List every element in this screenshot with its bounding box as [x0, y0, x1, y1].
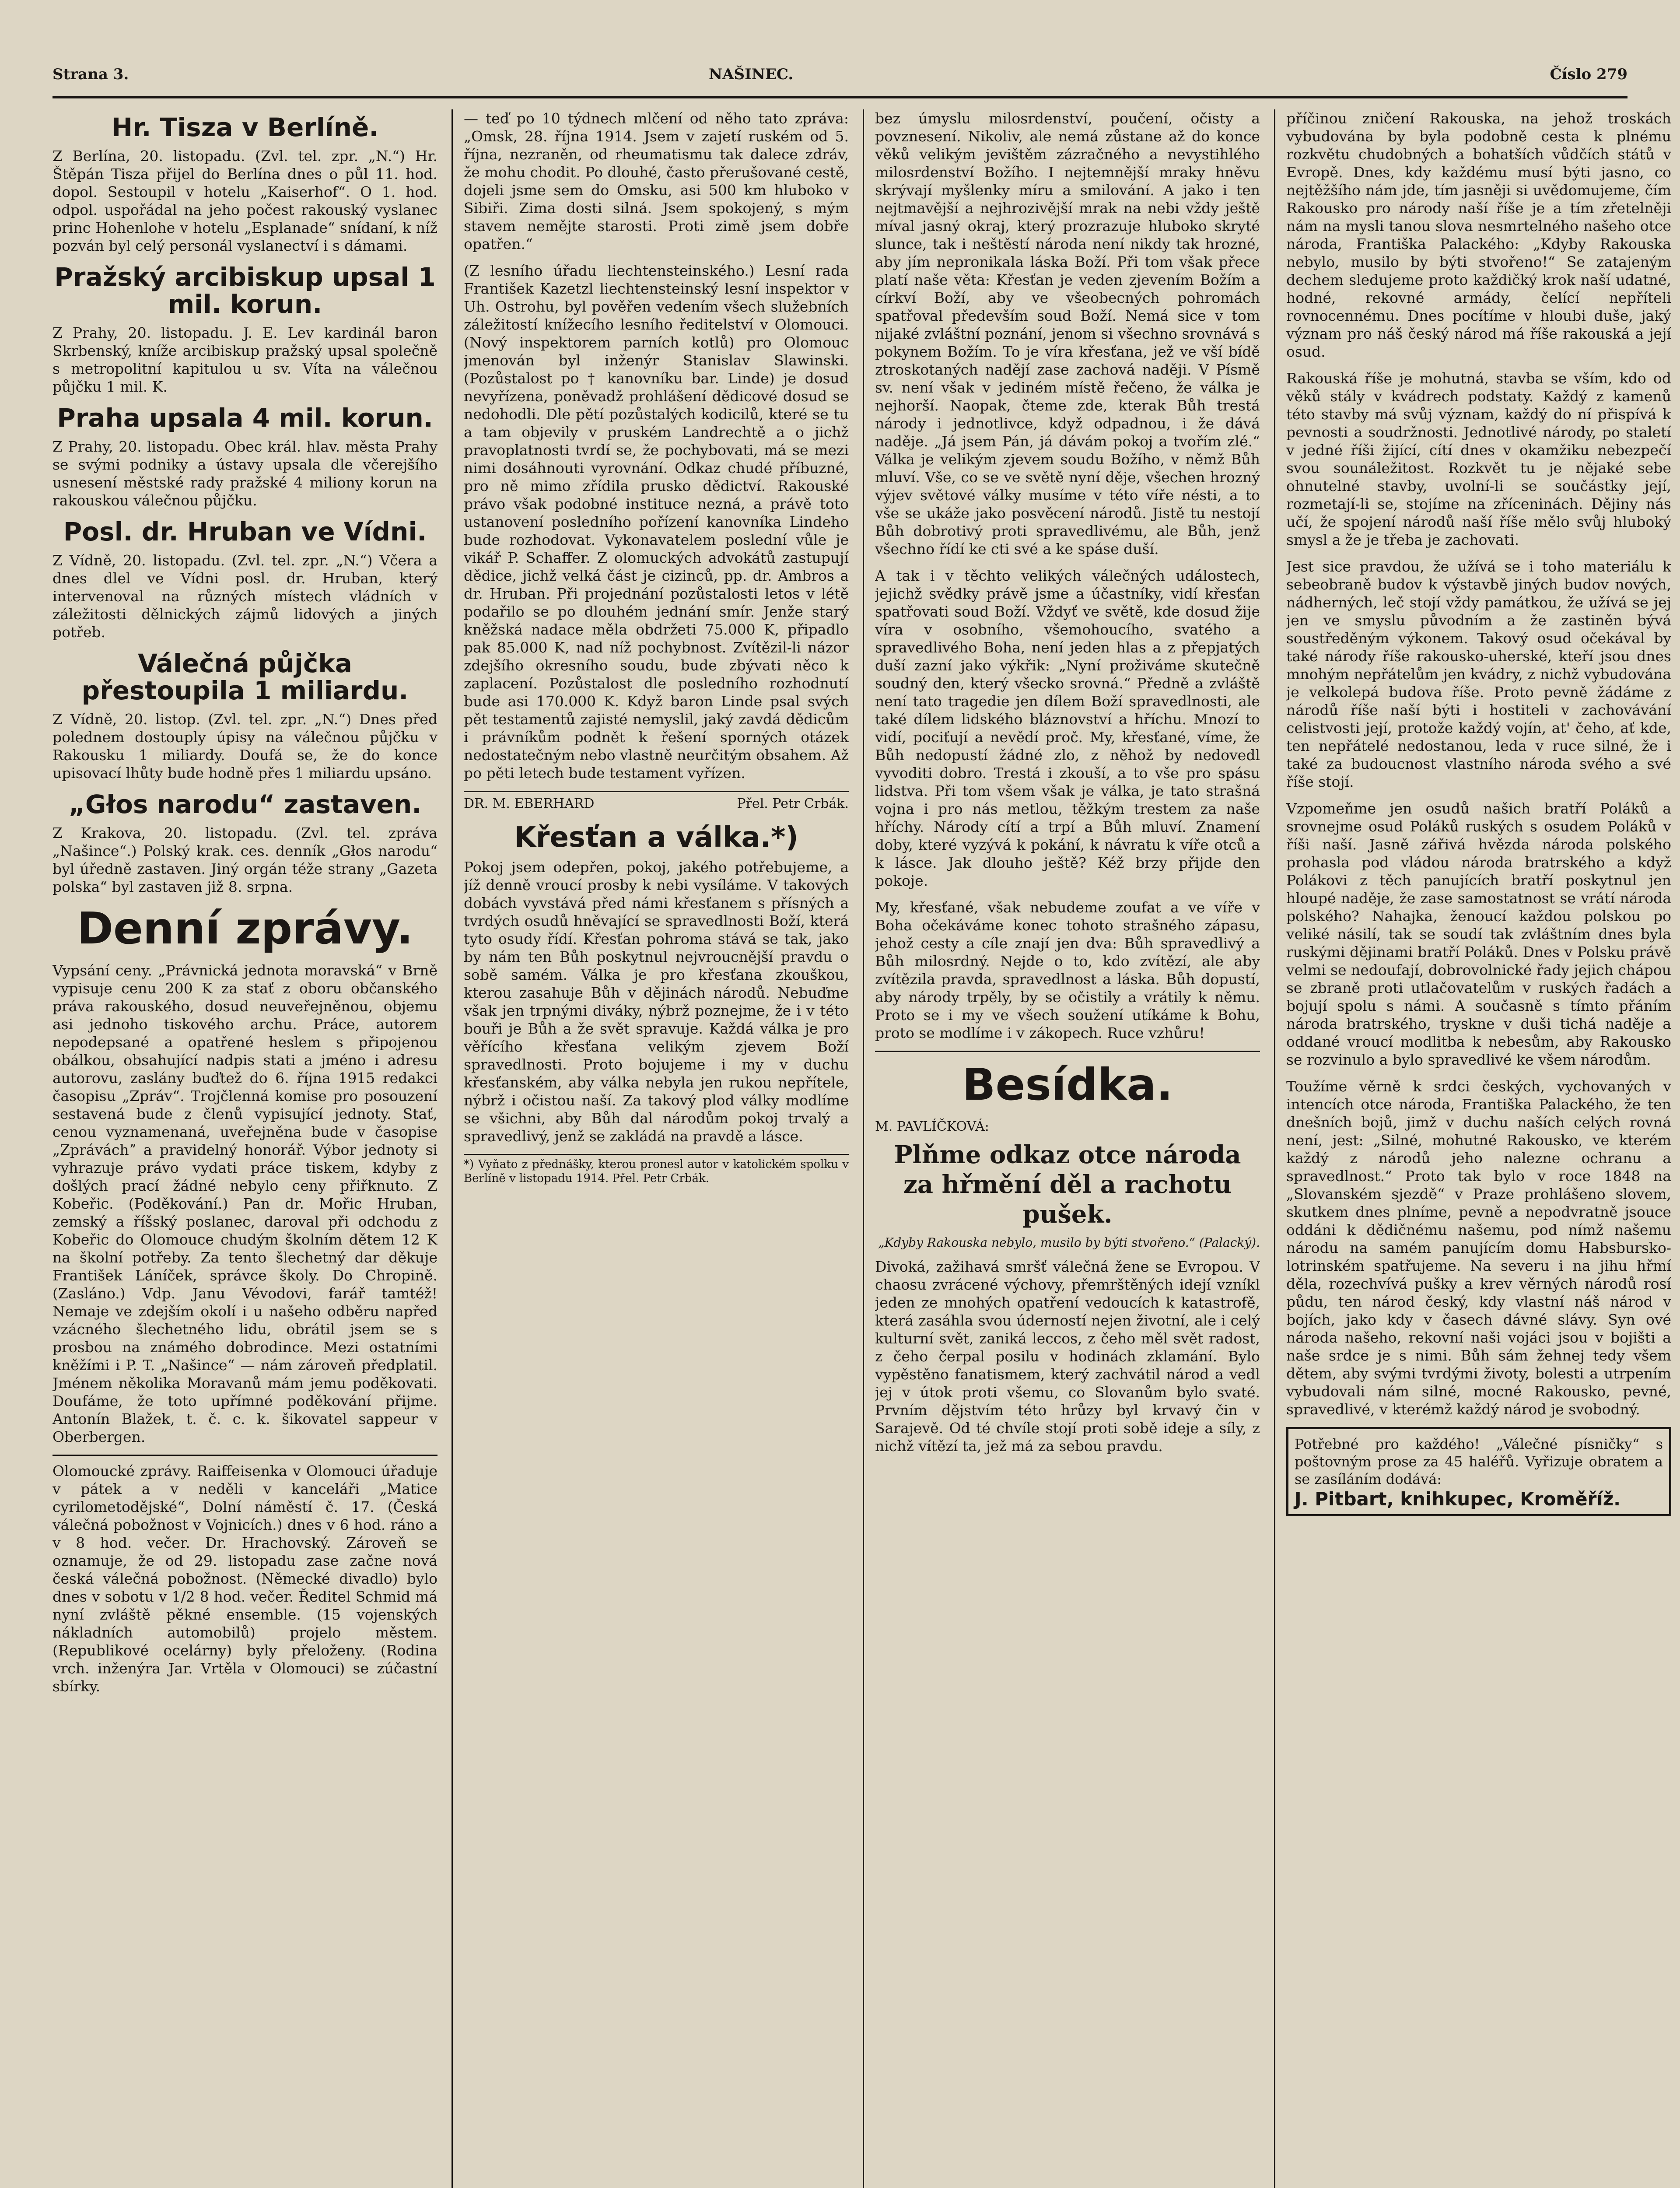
headline-pujcka: Válečná půjčka přestoupila 1 miliardu.	[81, 649, 409, 705]
article-lead-letter: — teď po 10 týdnech mlčení od něho tato zpráva: „Omsk, 28. října 1914. Jsem v zajetí ruském od 5. října, nezraněn, od rheumatismu tak dalece zdráv, že mohu chodit. Po dlouhé, často přerušované cestě, dojeli jsme sem do Omsku, asi 500 km hluboko v Sibiři. Zima dosti silná. Jsem spokojený, s mým stavem nemějte starosti. Proti zimě jsem dobře opatřen.“	[464, 110, 849, 252]
article-continuation-3: My, křesťané, však nebudeme zoufat a ve víře v Boha očekáváme konec tohoto strašného zápasu, jehož cesty a cíle znají jen dva: Bůh spravedlivý a Bůh milosrdný. Nejde o to, kdo zvítězí, ale aby zvítězila pravda, spravedlnost a láska. Bůh dopustí, aby národy trpěly, by se očistily a vrátily k němu. Proto se i my ve všech soužení utíkáme k Bohu, proto se modlíme i v zákopech. Ruce vzhůru!	[875, 899, 1260, 1041]
article-pujcka: Z Vídně, 20. listop. (Zvl. tel. zpr. „N.“) Dnes před polednem dostouply úpisy na válečnou půjčku v Rakousku 1 miliardy. Doufá se, že do konce upisovací lhůty bude hodně přes 1 miliardu upsáno.	[52, 711, 438, 782]
headline-hruban: Posl. dr. Hruban ve Vídni.	[63, 517, 427, 547]
column-divider	[1274, 109, 1275, 2188]
headline-tisza: Hr. Tisza v Berlíně.	[111, 112, 379, 142]
article-krestan-a-valka: Pokoj jsem odepřen, pokoj, jakého potřebujeme, a jíž denně vroucí prosby k nebi vysíláme. V takových dobách vyvstává před námi křesťanem s přísných a tvrdých osudů hněvající se spravedlnosti Boží, která tyto osudy řídí. Křesťan pohroma stává se tak, jako by nám ten Bůh poskytnul nejvroucnější pravdu o sobě samém. Válka je pro křesťana zkouškou, kterou zasahuje Bůh v dějinách národů. Nebuďme však jen trpnými diváky, nýbrž poznejme, že i v této bouři je Bůh a že svět spravuje. Každá válka je pro věřícího křesťana velikým zjevem Boží spravedlnosti. Proto bojujeme i my v duchu křesťanském, aby válka nebyla jen rukou nepřítele, nýbrž i očistou naší. Za takový plod války modlíme se všichni, aby Bůh dal národům pokoj trvalý a spravedlivý, jenž se zakládá na pravdě a lásce.	[464, 859, 849, 1145]
besidka-motto: „Kdyby Rakouska nebylo, musilo by býti stvořeno.“ (Palacký).	[878, 1235, 1260, 1250]
headline-arcibiskup: Pražský arcibiskup upsal 1 mil. korun.	[54, 262, 436, 319]
newspaper-title: NAŠINEC.	[709, 66, 794, 83]
besidka-continuation-1: příčinou zničení Rakouska, na jehož troskách vybudována by byla podobně cesta k plnému rozkvětu chudobných a bohatších vůdčích států v Evropě. Dnes, kdy každému musí býti jasno, co nejtěžšího nám jde, tím jasněji si uvědomujeme, čím Rakousko pro národy naší říše je a tím zřetelněji nám na mysli tanou slova nesmrtelného našeho otce národa, Františka Palackého: „Kdyby Rakouska nebylo, musilo by býti stvořeno!“ Se zatajeným dechem sledujeme proto každičký krok naší udatné, hodné, rekovné armády, čelící nepříteli rovnocennému. Dnes pocítíme v hloubi duše, jaký význam pro náš český národ má říše rakouská a její osud.	[1286, 110, 1671, 360]
page-number: Strana 3.	[52, 66, 129, 83]
besidka-continuation-5: Toužíme věrně k srdci českých, vychovaných v intencích otce národa, Františka Palackého, že ten dnešních bojů, jimž v duchu naších celých rovná není, jest: „Silné, mohutné Rakousko, ve kterém každý z národů jeho nalezne ochranu a spravedlnost.“ Proto tak bylo v roce 1848 na „Slovanském sjezdě“ v Praze prohlášeno slovem, skutkem dnes plníme, pevně a nepodvratně jsouce oddáni k dědičnému našemu, pod nímž našemu národu na samém panujícím domu Habsbursko-lotrinském spatřujeme. Na severu i na jihu hřmí děla, rozechvívá pušky a krev věrných národů rosí půdu, ten národ český, kdy vlastní náš národ v bojích, jako kdy v časech dávné slávy. Syn ové národa našeho, rekovní naši vojáci jsou v bojišti a naše srdce je s nimi. Bůh sám žehnej tedy všem dětem, aby svými tvrdými životy, bolesti a utrpením vybudovali nám silné, mocné Rakousko, pevné, spravedlivé, v kterémž každý národ je svobodný.	[1286, 1078, 1671, 1418]
byline	[464, 791, 849, 813]
article-olomouc: Olomoucké zprávy. Raiffeisenka v Olomouci úřaduje v pátek a v neděli v kanceláři „Matice cyrilometodějské“, Dolní náměstí č. 17. (Česká válečná pobožnost v Vojnicích.) dnes v 6 hod. ráno a v 8 hod. večer. Dr. Hrachovský. Zároveň se oznamuje, že od 29. listopadu zase začne nová česká válečná pobožnost. (Německé divadlo) bylo dnes v sobotu v 1/2 8 hod. večer. Ředitel Schmid má nyní zvláště pěkné ensemble. (15 vojenských nákladních automobilů) projelo městem. (Republikové ocelárny) byly přeloženy. (Rodina vrch. inženýra Jar. Vrtěla v Olomouci) se zúčastní sbírky.	[52, 1462, 438, 1695]
translator-name: Přel. Petr Crbák.	[737, 796, 849, 811]
section-title-besidka: Besídka.	[962, 1059, 1173, 1110]
article-notes: (Z lesního úřadu liechtensteinského.) Lesní rada František Kazetzl liechtensteinský lesní inspektor v Uh. Ostrohu, byl pověřen vedením všech služebních záležitostí knížecího lesního ředitelství v Olomouci. (Nový inspektorem parních kotlů) pro Olomouc jmenován byl inženýr Stanislav Slawinski. (Pozůstalost po † kanovníku bar. Linde) je dosud nevyřízena, poněvadž prohlášení dědicové dosud se nedohodli. Dle pětí pozůstalých kodicilů, které se tu a tam objevily v pruském Landrechtě a o jichž pravoplatnosti tvrdí se, že pochybovati, má se mezi nimi dosáhnouti vyrovnání. Odkaz chudé příbuzné, pro ně mimo zřídila prusko dědictví. Rakouské právo však podobné instituce nezná, a právě toto ustanovení posledního pořízení kanovníka Lindeho bude rozhodovat. Vykonavatelem poslední vůle je vikář P. Schaffer. Z olomuckých advokátů zastupují dědice, jichž velká část je cizinců, pp. dr. Ambros a dr. Hruban. Při projednání pozůstalosti letos v létě podařilo se po dlouhém jednání smír. Jenže starý kněžská nadace měla obdržeti 75.000 K, připadlo pak 85.000 K, nad níž pochybnost. Zvítězil-li názor zdejšího okresního soudu, bude zbývati něco k zaplacení. Pozůstalost dle posledního rozhodnutí bude asi 170.000 K. Když baron Linde psal svých pět testamentů zajisté nemyslil, jaký zavdá dědicům i právníkům podnět k řešení sporných otázek nedostatečným nebo vlastně neurčitým obsahem. Až po pěti letech bude testament vyřízen.	[464, 262, 849, 782]
besidka-continuation-2: Rakouská říše je mohutná, stavba se vším, kdo od věků stály v kvádrech podstaty. Každý z kamenů této stavby má svůj význam, každý do ní přispívá k pevnosti a soudržnosti. Jednotlivé národy, po staletí v jedné říši žijící, cítí dnes v okamžiku nebezpečí svou sounáležitost. Rozkvět tu je nějaké sebe ohnutelné stavby, uvolní-li se součástky její, rozmetají-li se, stojíme na zříceninách. Dějiny nás učí, že spojení národů naší říše mělo svůj hluboký smysl a že je třeba je zachovati.	[1286, 370, 1671, 548]
column-4	[1286, 109, 1671, 2188]
besidka-text: Divoká, zažihavá smršť válečná žene se Evropou. V chaosu zvrácené výchovy, přemrštěných idejí vzníkl jeden ze mnohých opatření vedoucích k katastrofě, která zasáhla svou úderností nejen životní, ale i celý kulturní svět, zaniká leccos, z čeho měl svět radost, z čeho čerpal posilu v hodinách zklamání. Bylo vypěstěno fanatismem, který zachvátil národ a vedl jej v útok proti všemu, co Slovanům bylo svaté. Prvním dějstvím této hrůzy byl krvavý čin v Sarajevě. Od té chvíle stojí proti sobě ideje a síly, z nichž vítězí ta, jež má za sebou pravdu.	[875, 1258, 1260, 1455]
article-continuation-1: bez úmyslu milosrdenství, poučení, očisty a povznesení. Nikoliv, ale nemá zůstane až do konce věků velikým jevištěm zázračného a nevystihlého milosrdenství Božího. I nejtemnější mraky hněvu skrývají myšlenky míru a smilování. A jako i ten nejtmavější a nejhrozivější mrak na nebi vždy ještě míval jasný okraj, který prozrazuje hluboko skryté slunce, tak i neštěstí národa není nikdy tak hrozné, aby jím nepronikala láska Boží. Při tom však přece platí naše věta: Křesťan je veden zjevením Božím a církví Boží, aby ve všeobecných pohromách spatřoval především soud Boží. Nemá sice v tom nijaké zvláštní poznání, jenom si všechno srovnává s pokynem Božím. To je víra křesťana, jež ve vší bídě ztroskotaných nadějí zase zachová naději. V Písmě sv. není však v jediném místě řečeno, že válka je nejhorší. Naopak, čteme zde, kterak Bůh trestá národy i jednotlivce, když odpadnou, i že dává naděje. „Já jsem Pán, já dávám pokoj a tvořím zlé.“ Válka je velikým zjevem soudu Božího, v němž Bůh mluví. Vše, co se ve světě nyní děje, všechen hrozný výjev světové války musíme v této víře nésti, a to vše se ukáže jako posvěcení národů. Jistě tu nestojí Bůh dobrotivý proti spravedlivému, ale Bůh, jenž všechno řídí ke cti své a ke spáse duší.	[875, 110, 1260, 558]
article-hruban: Z Vídně, 20. listopadu. (Zvl. tel. zpr. „N.“) Včera a dnes dlel ve Vídni posl. dr. Hruban, který intervenoval na různých místech vládních v záležitosti dělnických zájmů lidových a jiných potřeb.	[52, 552, 438, 641]
headline-praha: Praha upsala 4 mil. korun.	[57, 403, 433, 433]
column-3	[875, 109, 1260, 2188]
section-title-denni-zpravy: Denní zprávy.	[77, 903, 413, 954]
page-header	[52, 66, 1628, 98]
headline-glos: „Głos narodu“ zastaven.	[68, 789, 422, 819]
headline-krestan-a-valka: Křesťan a válka.*)	[514, 821, 798, 854]
article-glos: Z Krakova, 20. listopadu. (Zvl. tel. zpráva „Našince“.) Polský krak. ces. denník „Głos narodu“ byl úředně zastaven. Jiný orgán téže strany „Gazeta polska“ byl zastaven již 8. srpna.	[52, 824, 438, 895]
column-1	[52, 109, 438, 2188]
ad-vendor: J. Pitbart, knihkupec, Kroměříž.	[1295, 1488, 1621, 1510]
divider	[52, 1455, 438, 1456]
besidka-headline: Plňme odkaz otce národa za hřmění děl a rachotu pušek.	[894, 1140, 1241, 1229]
besidka-author: M. PAVLÍČKOVÁ:	[875, 1119, 989, 1134]
ad-text: Potřebné pro každého! „Válečné písničky“ s poštovným prose za 45 haléřů. Vyřizuje obratem a se zasíláním dodává:	[1295, 1436, 1663, 1487]
article-tisza: Z Berlína, 20. listopadu. (Zvl. tel. zpr. „N.“) Hr. Štěpán Tisza přijel do Berlína dnes o půl 11. hod. dopol. Sestoupil v hotelu „Kaiserhof“. O 1. hod. odpol. uspořádal na jeho počest rakouský vyslanec princ Hohenlohe v hotelu „Esplanade“ snídaní, k níž pozván byl celý personál vyslanectví i s dámami.	[52, 147, 438, 254]
issue-number: Číslo 279	[1550, 66, 1628, 83]
divider	[875, 1051, 1260, 1052]
article-continuation-2: A tak i v těchto velikých válečných událostech, jejichž svědky právě jsme a účastníky, vidí křesťan spatřovati soud Boží. Vždyť ve světě, kde dosud žije víra v osobního, všemohoucího, svatého a spravedlivého Boha, není jeden hlas a z přepjatých duší zazní jako výkřik: „Nyní proživáme skutečně soudný den, který všecko srovná.“ Předně a zvláště není tato tragedie jen dílem Boží spravedlnosti, ale také dílem lidského bláznovství a hříchu. Mnozí to vidí, pociťují a nevědí proč. My, křesťané, víme, že Bůh nedopustí žádné zlo, z něhož by nedovedl vyvoditi dobro. Trestá i zkouší, a to vše pro spásu lidstva. Při tom všem však je válka, je tato strašná vojna i pro nás metlou, těžkým trestem za naše hříchy. Národy cítí a trpí a Bůh mluví. Znamení doby, které vyzývá k pokání, k návratu k víře otců a k lásce. Jak dlouho ještě? Kéž brzy přijde den pokoje.	[875, 567, 1260, 889]
besidka-continuation-3: Jest sice pravdou, že užívá se i toho materiálu k sebeobraně budov k výstavbě jiných budov nových, nádherných, leč stojí vždy památkou, že užívá se jej jen ve smyslu původním a že zastiněn bývá soustředěným výkonem. Takový osud očekával by také národy říše rakousko-uherské, kteří jsou dnes mnohým nepřátelům jen kvádry, z nichž vybudována je velkolepá budova říše. Proto pevně žádáme z národů říše naší býti i hostiteli v zachovávání celistvosti její, protože každý vojín, at' čeho, ať kde, ten nepřátelé nedostanou, leda v ruce silné, že i také za budoucnost vlastního národa svého a své říše stojí.	[1286, 558, 1671, 790]
advertisement-box	[1286, 1427, 1671, 1516]
article-arcibiskup: Z Prahy, 20. listopadu. J. E. Lev kardinál baron Skrbenský, kníže arcibiskup pražský upsal společně s metropolitní kapitulou u sv. Víta na válečnou půjčku 1 mil. K.	[52, 324, 438, 395]
column-2	[464, 109, 849, 2188]
besidka-continuation-4: Vzpomeňme jen osudů našich bratří Poláků a srovnejme osud Poláků ruských s osudem Poláků v říši naší. Jasně zářivá hvězda národa polského prohasla pod vládou národa bratrského a když Polákovi z těch panujících bratří poskytnul jen hloupé naděje, že zase samostatnost se vrátí národa polského? Nahajka, ženoucí každou polskou po veliké násilí, tak se soudí tak zvláštním dnes byla ruskými dějinami bratří Poláků. Dnes v Polsku právě velmi se nedoufají, dobrovolnické řady jejich chápou se zbraně proti utlačovatelům v ruských řadách a bojují spolu s námi. A současně s tímto přáním národa bratrského, tryskne v duši tichá naděje a oddané vroucí modlitba k nebesům, aby Rakousko se rozvinulo a bylo spravedlivé ke všem národům.	[1286, 800, 1671, 1068]
column-divider	[452, 109, 453, 2188]
article-praha: Z Prahy, 20. listopadu. Obec král. hlav. města Prahy se svými podniky a ústavy upsala dle včerejšího usnesení městské rady pražské 4 miliony korun na rakouskou válečnou půjčku.	[52, 438, 438, 509]
author-name: DR. M. EBERHARD	[464, 796, 595, 811]
article-denni-zpravy: Vypsání ceny. „Právnická jednota moravská“ v Brně vypisuje cenu 200 K za stať z oboru občanského práva rakouského, dosud neuveřejněnou, objemu asi jednoho tiskového archu. Práce, autorem nepodepsané a opatřené heslem s připojenou obálkou, obsahující nadpis stati a jméno i adresu autorovu, zaslány buďtež do 6. října 1915 redakci časopisu „Zpráv“. Trojčlenná komise pro posouzení sestavená bude z členů vypisující jednoty. Stať, cenou vyznamenaná, uveřejněna bude v časopise „Zpráváchˮ a pravidelný honorář. Výbor jednoty si vyhrazuje právo vydati práce tiskem, kdyby z došlých prací žádné nebylo ceny přiřknuto. Z Kobeřic. (Poděkování.) Pan dr. Mořic Hruban, zemský a říšský poslanec, daroval při odchodu z Kobeřic do Olomouce chudým školním dětem 12 K na školní potřeby. Za tento šlechetný dar děkuje František Láníček, správce školy. Do Chropině. (Zasláno.) Vdp. Janu Vévodovi, farář tamtéž! Nemaje ve zdejším okolí i u našeho odběru napřed vzácného šlechetného lidu, obrátil jsem se s prosbou na známého dobrodince. Mezi ostatními kněžími i P. T. „Našince“ — nám zároveň předplatil. Jménem několika Moravanů mám jemu poděkovati. Doufáme, že toto upřímné poděkování přijme. Antonín Blažek, t. č. c. k. šikovatel sappeur v Oberbergen.	[52, 962, 438, 1445]
footnote: *) Vyňato z přednášky, kterou pronesl autor v katolickém spolku v Berlíně v listopadu 1914. Přel. Petr Crbák.	[464, 1154, 849, 1185]
column-divider	[863, 109, 864, 2188]
